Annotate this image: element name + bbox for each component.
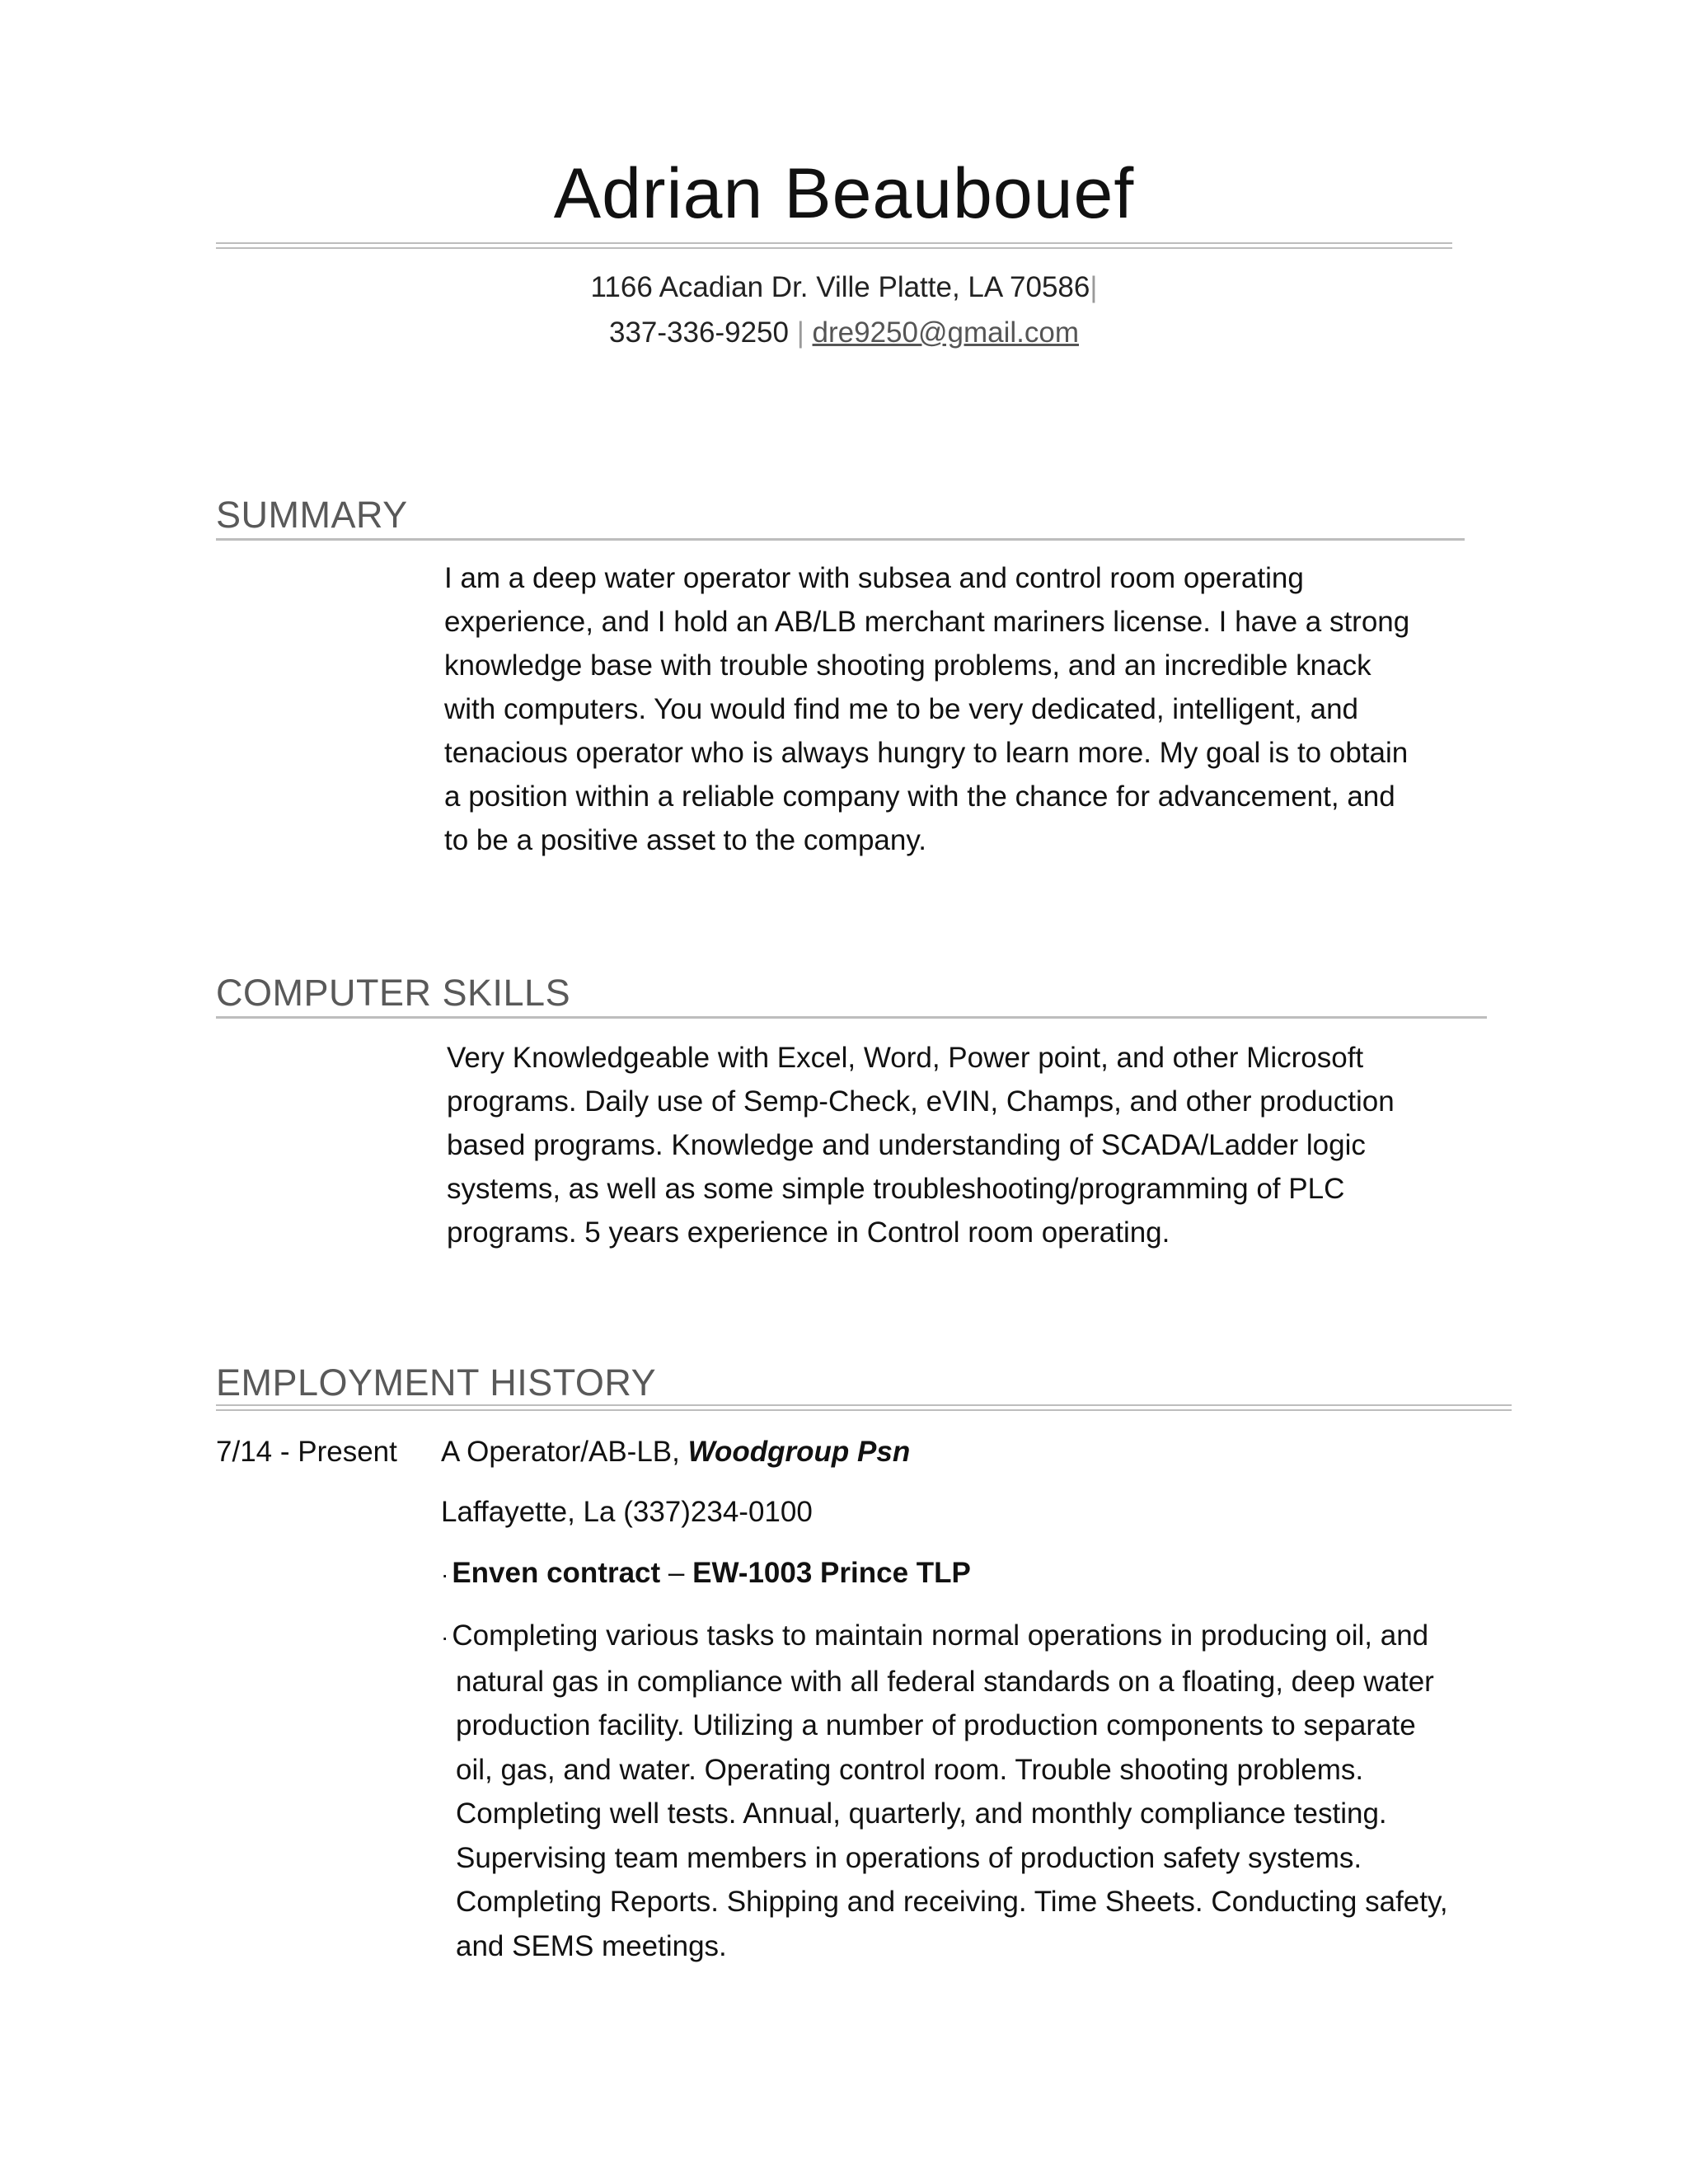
contract-dash: –: [668, 1557, 685, 1589]
computer-skills-divider: [216, 1016, 1487, 1019]
skills-line: programs. 5 years experience in Control room operating.: [447, 1216, 1170, 1249]
summary-text: [444, 556, 1409, 862]
job-title-line: [441, 1432, 910, 1473]
description-line: Supervising team members in operations of production safety systems.: [456, 1841, 1362, 1874]
description-line: oil, gas, and water. Operating control room. Trouble shooting problems.: [456, 1753, 1364, 1786]
summary-line: knowledge base with trouble shooting problems, and an incredible knack: [444, 649, 1372, 682]
job-description: [441, 1614, 1448, 1968]
description-line: and SEMS meetings.: [456, 1929, 727, 1962]
bullet-dot: ·: [441, 1562, 449, 1587]
resume-name: Adrian Beaubouef: [553, 154, 1135, 233]
summary-heading: SUMMARY: [216, 494, 408, 536]
skills-line: based programs. Knowledge and understanding of SCADA/Ladder logic: [447, 1129, 1366, 1161]
contract-label: Enven contract: [452, 1557, 661, 1589]
separator: |: [1090, 271, 1098, 303]
job-location: Laffayette, La (337)234-0100: [441, 1496, 813, 1528]
name-divider: [216, 242, 1452, 249]
computer-skills-heading: COMPUTER SKILLS: [216, 972, 571, 1014]
skills-line: systems, as well as some simple troubleshooting/programming of PLC: [447, 1173, 1345, 1205]
contact-address-line: [0, 268, 1688, 307]
computer-skills-text: [447, 1036, 1395, 1254]
separator: |: [796, 316, 804, 349]
job-company: Woodgroup Psn: [687, 1436, 911, 1468]
job-title: A Operator/AB-LB,: [441, 1436, 680, 1468]
summary-divider: [216, 538, 1465, 541]
summary-line: experience, and I hold an AB/LB merchant mariners license. I have a strong: [444, 606, 1410, 638]
summary-line: tenacious operator who is always hungry to learn more. My goal is to obtain: [444, 737, 1409, 769]
contract-detail: EW-1003 Prince TLP: [692, 1557, 971, 1589]
summary-line: with computers. You would find me to be very dedicated, intelligent, and: [444, 693, 1359, 725]
description-line: natural gas in compliance with all federal standards on a floating, deep water: [456, 1665, 1434, 1698]
contact-phone-email-line: [0, 313, 1688, 353]
skills-line: programs. Daily use of Semp-Check, eVIN, Champs, and other production: [447, 1085, 1395, 1118]
summary-line: to be a positive asset to the company.: [444, 824, 926, 856]
address: 1166 Acadian Dr. Ville Platte, LA 70586: [590, 271, 1090, 303]
summary-line: I am a deep water operator with subsea and control room operating: [444, 562, 1304, 594]
description-line: Completing Reports. Shipping and receiving. Time Sheets. Conducting safety,: [456, 1886, 1448, 1918]
description-line: Completing well tests. Annual, quarterly, and monthly compliance testing.: [456, 1797, 1387, 1830]
email-link[interactable]: dre9250@gmail.com: [812, 316, 1079, 349]
job-dates: 7/14 - Present: [216, 1436, 397, 1468]
employment-divider: [216, 1404, 1512, 1411]
phone: 337-336-9250: [609, 316, 789, 349]
description-line: production facility. Utilizing a number of production components to separate: [456, 1709, 1416, 1741]
description-line: · Completing various tasks to maintain normal operations in producing oil, and: [441, 1619, 1429, 1652]
contract-bullet: [441, 1553, 971, 1596]
employment-heading: EMPLOYMENT HISTORY: [216, 1361, 657, 1404]
bullet-dot: ·: [441, 1624, 449, 1650]
skills-line: Very Knowledgeable with Excel, Word, Power point, and other Microsoft: [447, 1042, 1364, 1074]
summary-line: a position within a reliable company with the chance for advancement, and: [444, 780, 1395, 813]
